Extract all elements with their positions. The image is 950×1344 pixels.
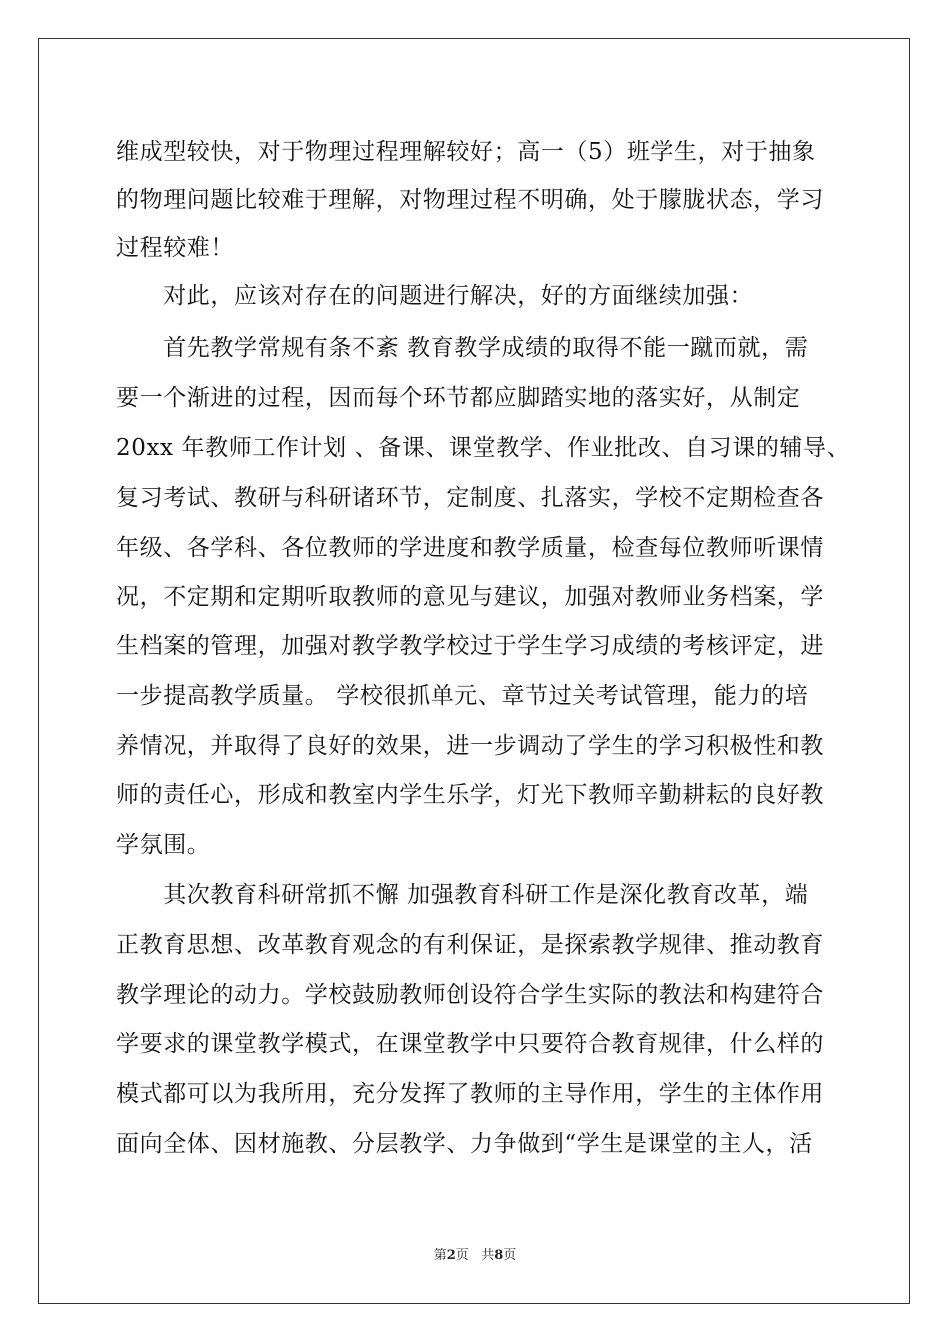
text-line-21: 面向全体、因材施教、分层教学、力争做到“学生是课堂的主人，活 (116, 1131, 813, 1157)
text-line-18: 教学理论的动力。学校鼓励教师创设符合学生实际的教法和构建符合 (116, 982, 824, 1008)
text-line-9: 年级、各学科、各位教师的学进度和教学质量，检查每位教师听课情 (116, 535, 824, 561)
text-line-11: 生档案的管理，加强对教学教学校过于学生学习成绩的考核评定，进 (116, 633, 824, 659)
text-line-14: 师的责任心，形成和教室内学生乐学，灯光下教师辛勤耕耘的良好教 (116, 782, 824, 808)
text-line-3: 过程较难！ (116, 235, 234, 261)
text-line-4: 对此，应该对存在的问题进行解决，好的方面继续加强： (116, 283, 754, 309)
text-line-5: 首先教学常规有条不紊 教育教学成绩的取得不能一蹴而就，需 (116, 335, 809, 361)
page-total: 8 (494, 1248, 504, 1263)
text-line-16: 其次教育科研常抓不懈 加强教育科研工作是深化教育改革，端 (116, 882, 809, 908)
text-line-17: 正教育思想、改革教育观念的有利保证，是探索教学规律、推动教育 (116, 932, 824, 958)
page-prefix: 第 (433, 1248, 447, 1263)
page-current: 2 (446, 1248, 456, 1263)
text-line-13: 养情况，并取得了良好的效果，进一步调动了学生的学习积极性和教 (116, 733, 824, 759)
total-suffix: 页 (503, 1248, 517, 1263)
text-line-19: 学要求的课堂教学模式，在课堂教学中只要符合教育规律，什么样的 (116, 1031, 824, 1057)
text-line-10: 况，不定期和定期听取教师的意见与建议，加强对教师业务档案，学 (116, 584, 824, 610)
text-line-12: 一步提高教学质量。 学校很抓单元、章节过关考试管理，能力的培 (116, 683, 809, 709)
page-footer (0, 1244, 950, 1263)
text-line-8: 复习考试、教研与科研诸环节，定制度、扎落实，学校不定期检查各 (116, 485, 824, 511)
total-prefix: 共 (481, 1248, 495, 1263)
text-line-2: 的物理问题比较难于理解，对物理过程不明确，处于朦胧状态，学习 (116, 187, 824, 213)
text-line-20: 模式都可以为我所用，充分发挥了教师的主导作用，学生的主体作用 (116, 1081, 824, 1107)
text-line-6: 要一个渐进的过程，因而每个环节都应脚踏实地的落实好，从制定 (116, 385, 801, 411)
text-line-1: 维成型较快，对于物理过程理解较好；高一（5）班学生，对于抽象 (116, 139, 816, 165)
text-line-7: 20xx 年教师工作计划 、备课、课堂教学、作业批改、自习课的辅导、 (116, 435, 851, 461)
page-suffix: 页 (455, 1248, 469, 1263)
text-line-15: 学氛围。 (116, 832, 211, 858)
